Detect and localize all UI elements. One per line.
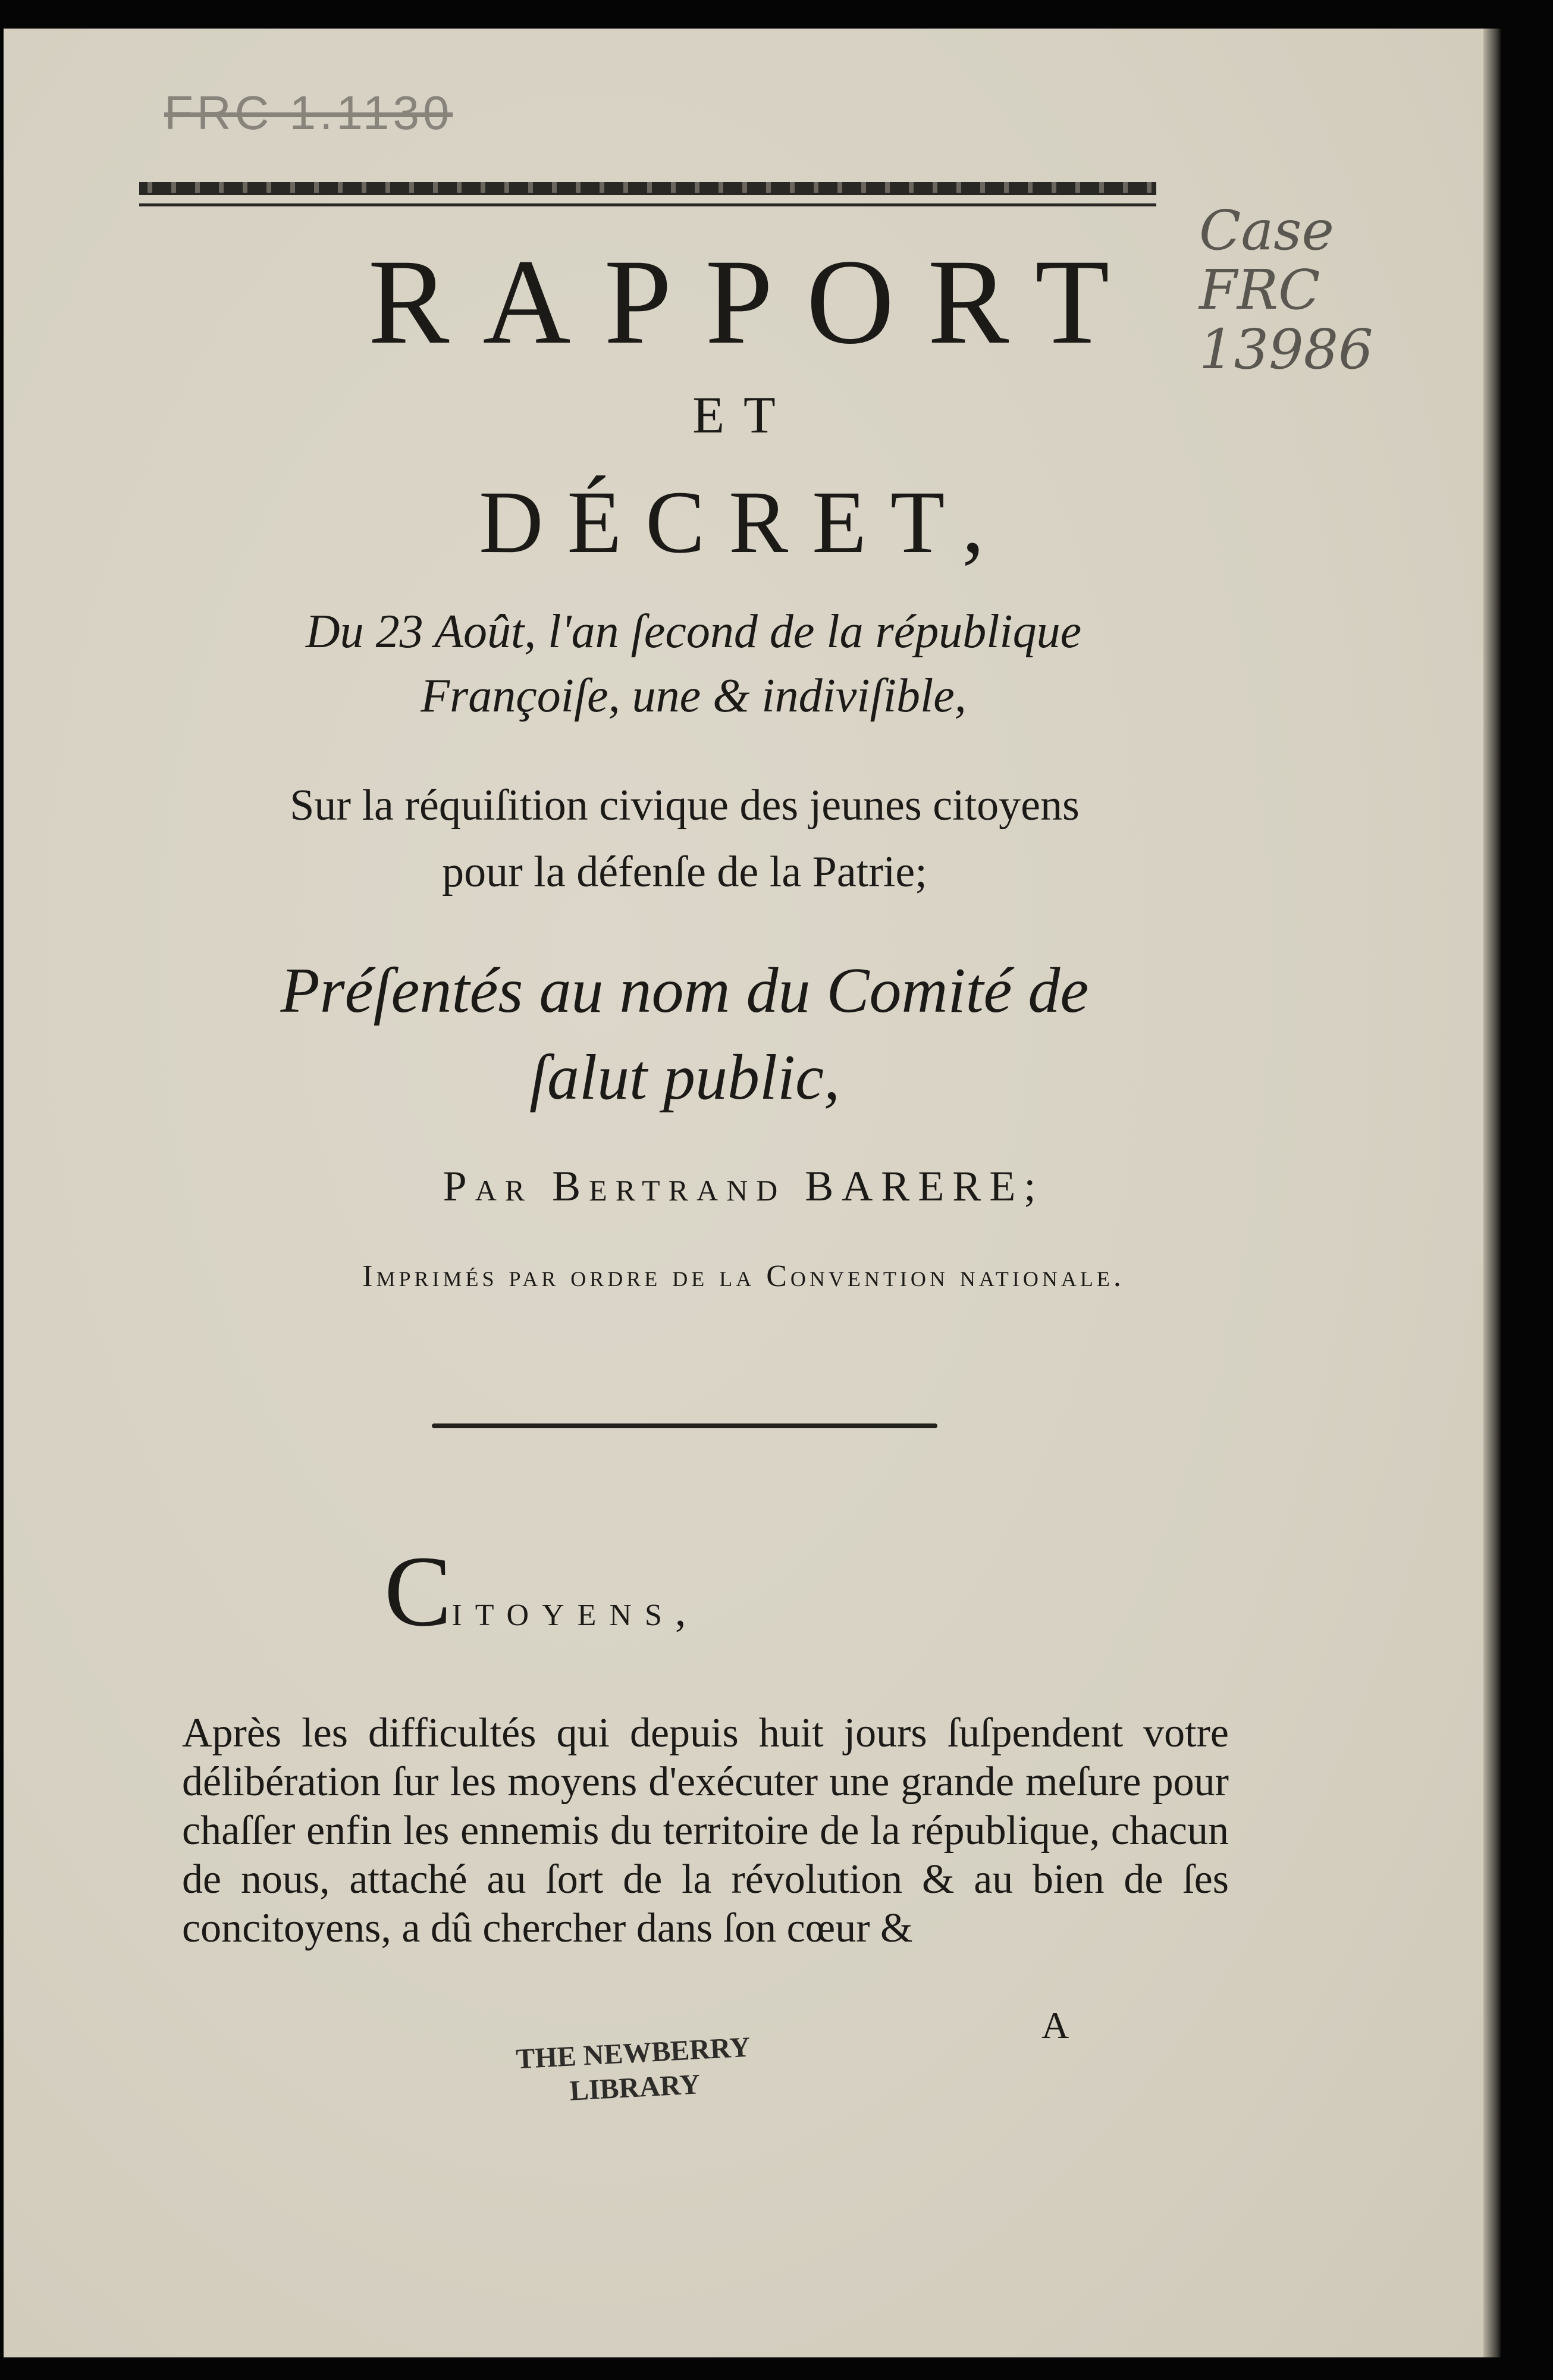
case-note-line: FRC (1199, 258, 1320, 322)
imprint-line: Imprimés par ordre de la Convention nationale. (362, 1259, 1125, 1293)
salutation-initial: C (384, 1535, 452, 1647)
title-rapport: RAPPORT (368, 234, 1143, 369)
subject-line: pour la défenſe de la Patrie; (442, 848, 927, 896)
salutation (384, 1534, 699, 1650)
title-et: ET (692, 387, 795, 444)
date-line: Du 23 Août, l'an ſecond de la république (305, 606, 1082, 658)
subject-line: Sur la réquiſition civique des jeunes citoyens (290, 781, 1080, 830)
library-stamp (513, 2030, 755, 2112)
decree-subject (152, 772, 1217, 905)
date-line: Françoiſe, une & indiviſible, (421, 670, 967, 722)
presentation-text: ſalut public, (529, 1042, 840, 1113)
decree-date (176, 600, 1211, 728)
top-ornamental-rule (139, 182, 1156, 195)
stamp-line: THE NEWBERRY (515, 2031, 751, 2075)
case-note-line: Case (1199, 199, 1334, 262)
salutation-rest: itoyens, (451, 1586, 699, 1635)
stamp-line: LIBRARY (569, 2068, 701, 2107)
section-divider (432, 1423, 937, 1428)
presentation-line (152, 948, 1217, 1121)
case-note-line: 13986 (1199, 318, 1373, 381)
page-edge-shadow (1483, 29, 1501, 2357)
document-page (4, 29, 1483, 2357)
signature-mark: A (1041, 2004, 1069, 2046)
author-line: Par Bertrand BARERE; (443, 1162, 1044, 1210)
body-paragraph: Après les difficultés qui depuis huit jours ſuſpendent votre délibération ſur les moyens d'exécuter une grande meſure pour chaſſer enfin les ennemis du territoire de la république, chacun de nous, attaché au ſort de la révolution & au bien de ſes concitoyens, a dû chercher dans ſon cœur & (182, 1710, 1229, 1951)
presentation-text: Préſentés au nom du Comité de (280, 955, 1089, 1026)
shelfmark-note: FRC 1.1130 (164, 86, 453, 139)
title-decret: DÉCRET, (479, 473, 1008, 572)
top-thin-rule (139, 203, 1156, 206)
